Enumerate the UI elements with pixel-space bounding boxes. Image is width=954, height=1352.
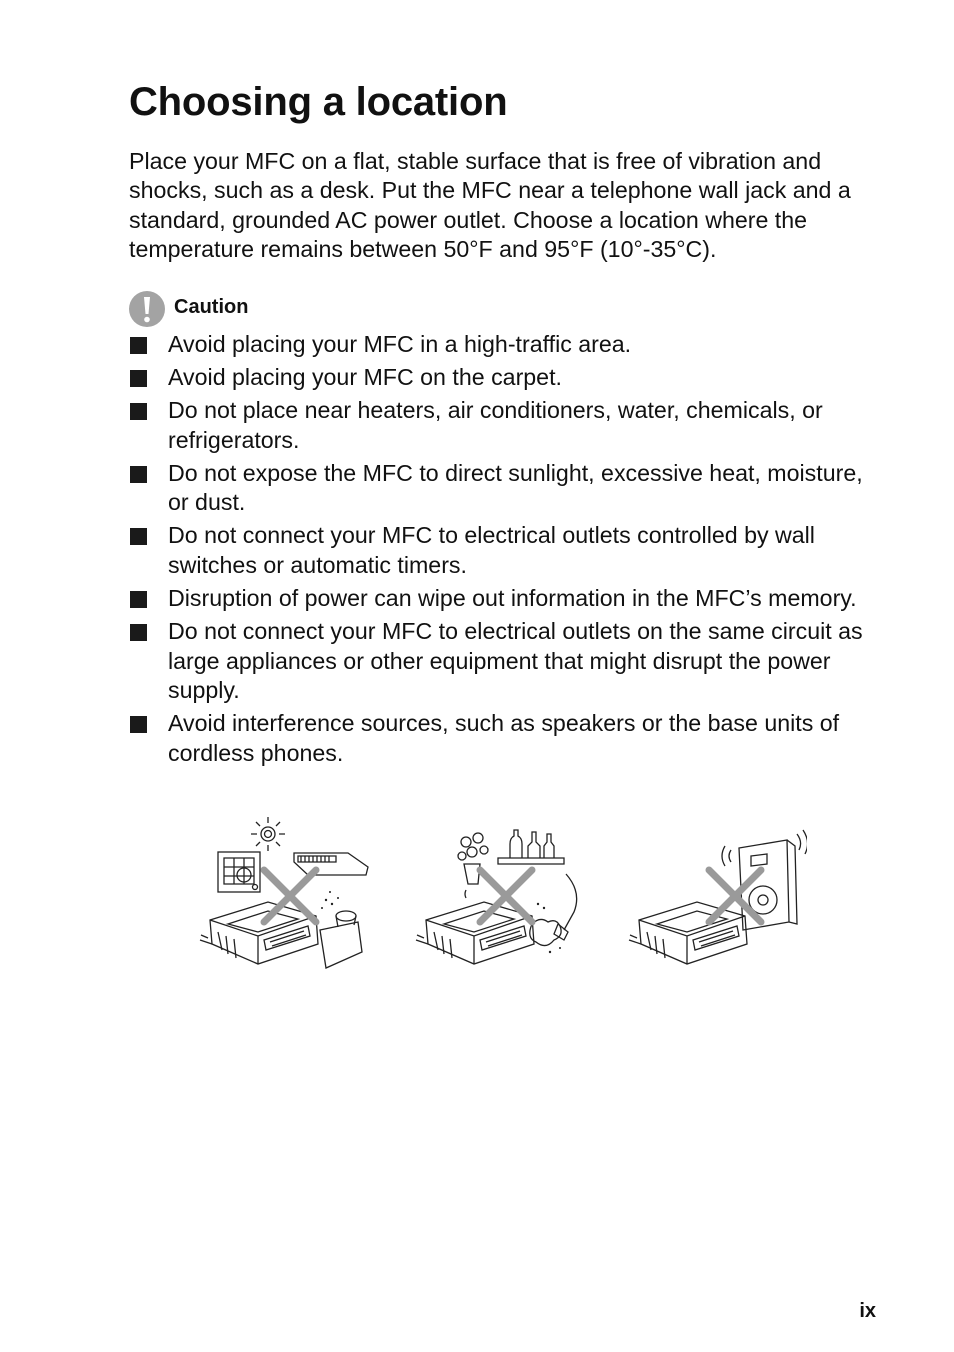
square-bullet-icon — [130, 716, 147, 733]
cross-icon — [264, 870, 316, 922]
list-item-text: Avoid interference sources, such as speakers or the base units of cordless phones. — [168, 710, 840, 766]
list-item-text: Do not connect your MFC to electrical outlets on the same circuit as large appliances or other equipment that might disrupt the power supply. — [168, 618, 863, 704]
square-bullet-icon — [130, 528, 147, 545]
cross-icon — [480, 870, 532, 922]
list-item-text: Avoid placing your MFC in a high-traffic area. — [168, 331, 632, 357]
page-title: Choosing a location — [129, 80, 508, 124]
list-item-text: Do not expose the MFC to direct sunlight, excessive heat, moisture, or dust. — [168, 459, 863, 516]
caution-label: Caution — [174, 295, 249, 318]
exclamation-icon — [129, 291, 165, 327]
list-item — [129, 617, 889, 706]
square-bullet-icon — [130, 403, 147, 420]
caution-header — [129, 290, 248, 328]
square-bullet-icon — [130, 624, 147, 641]
mfc-near-speaker-illustration — [627, 812, 807, 974]
list-item — [129, 521, 889, 580]
list-item — [129, 584, 889, 614]
cross-icon — [709, 870, 761, 922]
list-item — [129, 459, 889, 518]
list-item — [129, 363, 889, 393]
list-item-text: Avoid placing your MFC on the carpet. — [168, 364, 562, 391]
square-bullet-icon — [130, 337, 147, 354]
mfc-near-water-chemicals-illustration — [414, 812, 586, 974]
page-number: ix — [859, 1300, 876, 1322]
list-item — [129, 709, 889, 768]
square-bullet-icon — [130, 370, 147, 387]
caution-list — [129, 330, 889, 772]
sun-icon — [251, 817, 285, 851]
square-bullet-icon — [130, 591, 147, 608]
square-bullet-icon — [130, 466, 147, 483]
list-item — [129, 396, 889, 455]
list-item — [129, 330, 889, 360]
list-item-text: Do not connect your MFC to electrical outlets controlled by wall switches or automatic timers. — [168, 522, 815, 578]
intro-paragraph: Place your MFC on a flat, stable surface that is free of vibration and shocks, such as a desk. Put the MFC near a telephone wall jack and a standard, grounded AC power outlet. Choose a location where the temperature remains between 50°F and 95°F (10°-35°C). — [129, 148, 851, 262]
mfc-near-heat-sources-illustration — [198, 812, 370, 974]
list-item-text: Disruption of power can wipe out information in the MFC’s memory. — [168, 584, 857, 611]
list-item-text: Do not place near heaters, air conditioners, water, chemicals, or refrigerators. — [168, 397, 823, 453]
